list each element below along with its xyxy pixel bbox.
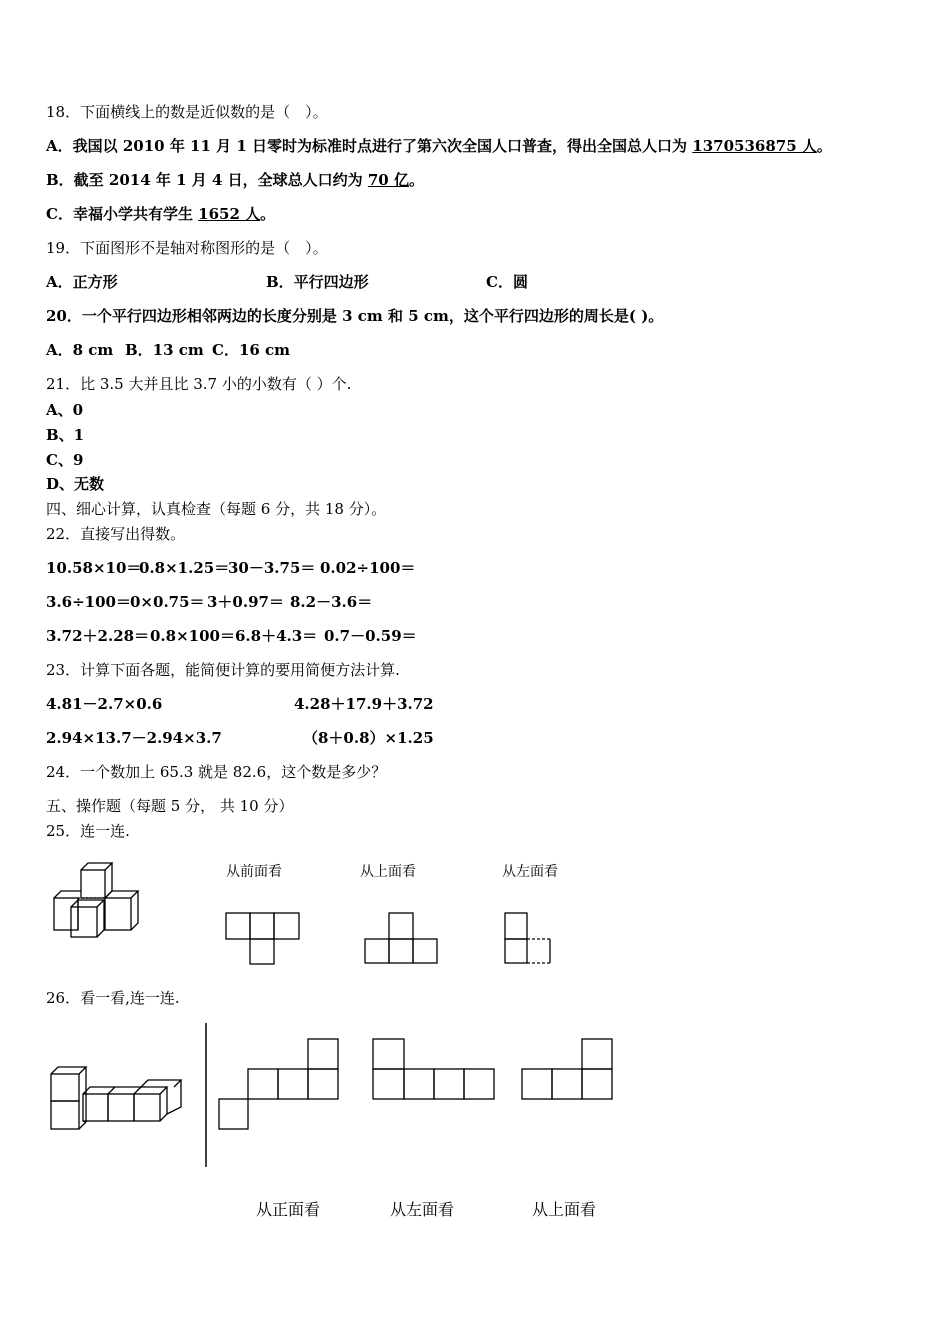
q22-r2-c2: 0×0.75＝ xyxy=(130,593,205,611)
q18-b-underlined: 70 亿 xyxy=(367,171,409,189)
q20-stem: 20．一个平行四边形相邻两边的长度分别是 3 cm 和 5 cm，这个平行四边形的周长是( )。 xyxy=(46,307,664,325)
q26-label-front: 从正面看 xyxy=(256,1200,321,1219)
q18-c-end: 。 xyxy=(260,205,276,223)
q20-option-a[interactable]: A．8 cm xyxy=(46,341,114,359)
q22-r1-c1: 10.58×10＝ xyxy=(46,559,142,577)
q22-r1-c4: 0.02÷100＝ xyxy=(320,559,416,577)
q19-option-b[interactable]: B．平行四边形 xyxy=(266,273,369,291)
q25-stem: 25．连一连. xyxy=(46,822,130,840)
q26-label-left: 从左面看 xyxy=(390,1200,455,1219)
q23-item-3: 2.94×13.7－2.94×3.7 xyxy=(46,729,222,747)
q22-r2-c3: 3＋0.97＝ xyxy=(207,593,284,611)
q26-cube-row-figure xyxy=(48,1064,188,1134)
section-4-heading: 四、细心计算，认真检查（每题 6 分，共 18 分）。 xyxy=(46,500,387,518)
q20-option-b[interactable]: B．13 cm xyxy=(125,341,204,359)
q18-b-text: B．截至 2014 年 1 月 4 日，全球总人口约为 xyxy=(46,171,368,189)
q25-view-left-shape[interactable] xyxy=(503,912,559,968)
q26-view-shape-3[interactable] xyxy=(521,1038,617,1102)
q18-c-underlined: 1652 人 xyxy=(198,205,261,223)
q21-option-c[interactable]: C、9 xyxy=(46,451,84,469)
q18-b-end: 。 xyxy=(408,171,424,189)
q22-r2-c1: 3.6÷100＝ xyxy=(46,593,131,611)
q18-option-c[interactable] xyxy=(46,204,275,224)
q26-stem: 26．看一看,连一连. xyxy=(46,989,180,1007)
q22-r2-c4: 8.2－3.6＝ xyxy=(290,593,373,611)
q22-r3-c3: 6.8＋4.3＝ xyxy=(235,627,318,645)
q25-label-top: 从上面看 xyxy=(360,864,416,880)
section-5-heading: 五、操作题（每题 5 分， 共 10 分） xyxy=(46,797,294,815)
q22-stem: 22．直接写出得数。 xyxy=(46,525,186,543)
q23-item-4: （8＋0.8）×1.25 xyxy=(303,729,434,747)
q21-stem: 21．比 3.5 大并且比 3.7 小的小数有（ ）个. xyxy=(46,375,352,393)
q18-a-end: 。 xyxy=(816,137,832,155)
q23-item-1: 4.81－2.7×0.6 xyxy=(46,695,163,713)
q26-view-shape-1[interactable] xyxy=(219,1038,341,1132)
q22-r3-c4: 0.7－0.59＝ xyxy=(324,627,417,645)
q19-option-c[interactable]: C．圆 xyxy=(486,273,528,291)
q18-stem: 18．下面横线上的数是近似数的是（ ）。 xyxy=(46,103,328,121)
q21-option-a[interactable]: A、0 xyxy=(46,401,84,419)
q25-label-front: 从前面看 xyxy=(226,864,282,880)
q26-divider-line xyxy=(204,1022,208,1168)
q22-r1-c3: 30－3.75＝ xyxy=(228,559,316,577)
q22-r3-c2: 0.8×100＝ xyxy=(150,627,235,645)
q25-view-front-shape[interactable] xyxy=(225,912,305,968)
q23-stem: 23．计算下面各题，能简便计算的要用简便方法计算. xyxy=(46,661,400,679)
q18-a-underlined: 1370536875 人 xyxy=(692,137,817,155)
q18-c-text: C．幸福小学共有学生 xyxy=(46,205,199,223)
q24-stem: 24．一个数加上 65.3 就是 82.6，这个数是多少？ xyxy=(46,763,387,781)
q21-option-d[interactable]: D、无数 xyxy=(46,475,105,493)
q20-option-c[interactable]: C．16 cm xyxy=(212,341,291,359)
q23-item-2: 4.28＋17.9＋3.72 xyxy=(294,695,434,713)
q25-label-left: 从左面看 xyxy=(502,864,558,880)
q21-option-b[interactable]: B、1 xyxy=(46,426,85,444)
q26-view-shape-2[interactable] xyxy=(372,1038,498,1102)
q19-stem: 19．下面图形不是轴对称图形的是（ ）。 xyxy=(46,239,328,257)
q22-r3-c1: 3.72＋2.28＝ xyxy=(46,627,150,645)
q18-a-text: A．我国以 2010 年 11 月 1 日零时为标准时点进行了第六次全国人口普查，得出全国总人口为 xyxy=(46,137,693,155)
q25-view-top-shape[interactable] xyxy=(363,912,443,968)
q19-option-a[interactable]: A．正方形 xyxy=(46,273,118,291)
q18-option-b[interactable] xyxy=(46,170,424,190)
q25-cube-stack-figure xyxy=(46,858,156,944)
q22-r1-c2: 0.8×1.25＝ xyxy=(139,559,230,577)
q18-option-a[interactable] xyxy=(46,136,832,156)
q26-label-top: 从上面看 xyxy=(532,1200,597,1219)
